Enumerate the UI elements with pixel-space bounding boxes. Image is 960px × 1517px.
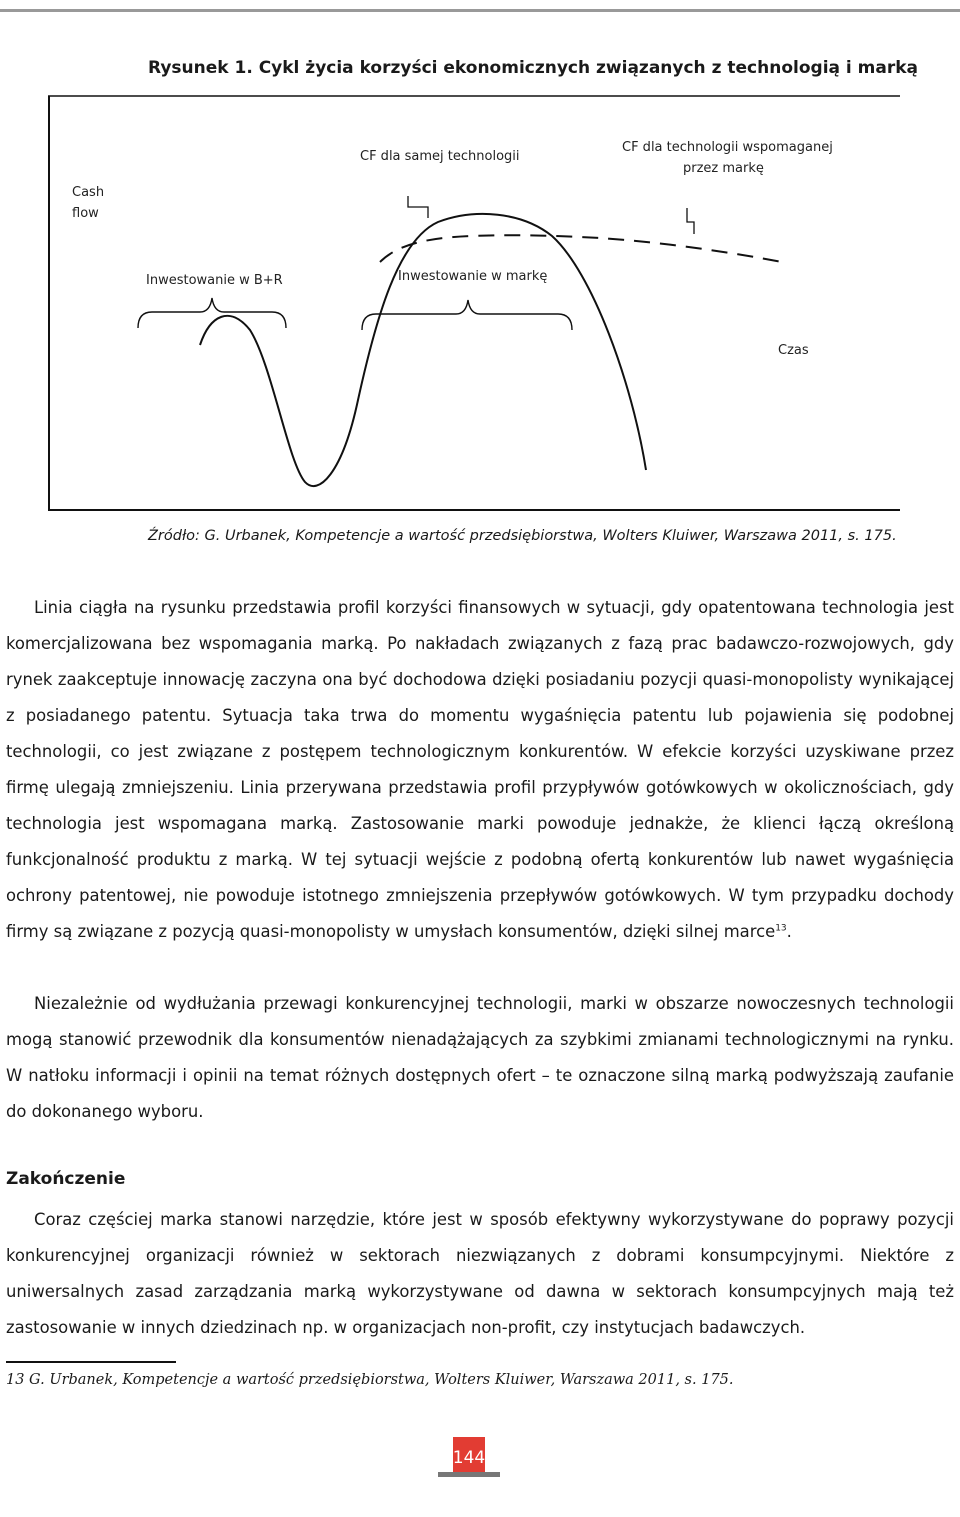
cf-tech-only-label: CF dla samej technologii bbox=[360, 149, 520, 164]
life-cycle-diagram bbox=[0, 0, 960, 530]
invest-brand-brace bbox=[362, 300, 572, 330]
cf-tech-brand-curve bbox=[380, 235, 782, 262]
paragraph-2-text: Niezależnie od wydłużania przewagi konkurencyjnej technologii, marki w obszarze nowoczesnych technologii mogą stanowić przewodnik dla konsumentów nienadążających za szybkimi zmianami technologicznymi na rynku. W natłoku informacji i opinii na temat różnych dostępnych ofert – te oznaczone silną marką podwyższają zaufanie do dokonanego wyboru. bbox=[6, 994, 954, 1121]
footnote: 13 G. Urbanek, Kompetencje a wartość przedsiębiorstwa, Wolters Kluiwer, Warszawa 2011, s. 175. bbox=[6, 1372, 734, 1388]
invest-rd-label: Inwestowanie w B+R bbox=[146, 273, 283, 288]
figure-caption: Rysunek 1. Cykl życia korzyści ekonomicznych związanych z technologią i marką bbox=[148, 58, 918, 78]
paragraph-1 bbox=[6, 590, 954, 950]
paragraph-1-end: . bbox=[786, 922, 792, 941]
cf-tech-brand-label-1: CF dla technologii wspomaganej bbox=[622, 140, 833, 155]
cash-flow-label-1: Cash bbox=[72, 185, 105, 200]
cf-tech-only-curve bbox=[200, 214, 646, 486]
tech-only-pointer bbox=[408, 196, 428, 218]
paragraph-2 bbox=[6, 986, 954, 1130]
paragraph-1-text: Linia ciągła na rysunku przedstawia profil korzyści finansowych w sytuacji, gdy opatentowana technologia jest komercjalizowana bez wspomagania marką. Po nakładach związanych z fazą prac badawczo-rozwojowych, gdy rynek zaakceptuje innowację zaczyna ona być dochodowa dzięki posiadaniu pozycji quasi-monopolisty wynikającej z posiadanego patentu. Sytuacja taka trwa do momentu wygaśnięcia patentu lub pojawienia się podobnej technologii, co jest związane z postępem technologicznym konkurentów. W efekcie korzyści uzyskiwane przez firmę ulegają zmniejszeniu. Linia przerywana przedstawia profil przypływów gotówkowych w okolicznościach, gdy technologia jest wspomagana marką. Zastosowanie marki powoduje jednakże, że klienci łączą określoną funkcjonalność produktu z marką. W tej sytuacji wejście z podobną ofertą konkurentów lub nawet wygaśnięcia ochrony patentowej, nie powoduje istotnego zmniejszenia przepływów gotówkowych. W tym przypadku dochody firmy są związane z pozycją quasi-monopolisty w umysłach konsumentów, dzięki silnej marce bbox=[6, 598, 954, 941]
page-number-badge bbox=[438, 1437, 500, 1479]
footnote-rule bbox=[6, 1361, 176, 1363]
figure-source: Źródło: G. Urbanek, Kompetencje a wartość przedsiębiorstwa, Wolters Kluiwer, Warszawa 2011, s. 175. bbox=[148, 528, 897, 544]
tech-brand-pointer bbox=[687, 208, 694, 234]
time-axis-label: Czas bbox=[778, 343, 809, 358]
page-number-bar bbox=[438, 1472, 500, 1477]
cf-tech-brand-label-2: przez markę bbox=[683, 161, 764, 176]
footnote-ref[interactable]: 13 bbox=[775, 923, 787, 934]
cash-flow-label-2: flow bbox=[72, 206, 99, 221]
section-heading: Zakończenie bbox=[6, 1169, 126, 1189]
paragraph-3 bbox=[6, 1202, 954, 1346]
page-number: 144 bbox=[452, 1448, 486, 1468]
invest-brand-label: Inwestowanie w markę bbox=[398, 269, 548, 284]
paragraph-3-text: Coraz częściej marka stanowi narzędzie, które jest w sposób efektywny wykorzystywane do poprawy pozycji konkurencyjnej organizacji również w sektorach niezwiązanych z dobrami konsumpcyjnymi. Niektóre z uniwersalnych zasad zarządzania marką wykorzystywane od dawna w sektorach konsumpcyjnych mają też zastosowanie w innych dziedzinach np. w organizacjach non-profit, czy instytucjach badawczych. bbox=[6, 1210, 954, 1337]
